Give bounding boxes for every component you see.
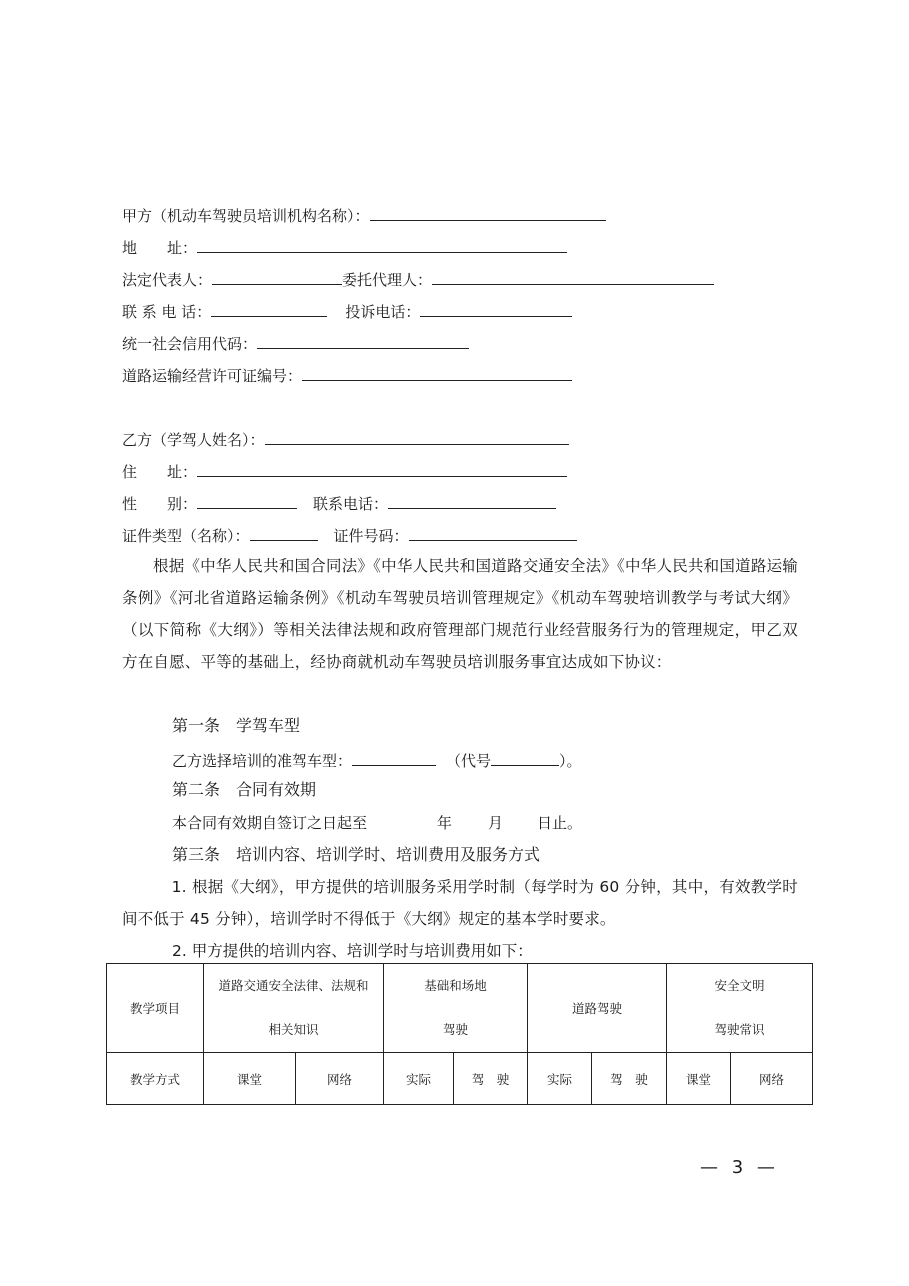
license-label: 道路运输经营许可证编号： bbox=[122, 367, 303, 385]
complaint-phone-blank[interactable] bbox=[420, 300, 572, 317]
article-1-title: 第一条 学驾车型 bbox=[172, 716, 301, 735]
col-road: 道路驾驶 bbox=[528, 964, 667, 1053]
article-3-title: 第三条 培训内容、培训学时、培训费用及服务方式 bbox=[172, 845, 541, 864]
article-2-day: 日止。 bbox=[537, 814, 583, 832]
party-b-address-label: 住 址： bbox=[122, 463, 198, 481]
party-b-address-blank[interactable] bbox=[197, 460, 567, 477]
party-a-phone-label: 联 系 电 话： bbox=[122, 303, 212, 321]
mode-cell: 驾 驶 bbox=[592, 1053, 667, 1105]
id-type-label: 证件类型（名称）： bbox=[122, 527, 250, 545]
party-b-phone-label: 联系电话： bbox=[313, 495, 389, 513]
party-b-address-row bbox=[122, 460, 567, 482]
party-a-name-blank[interactable] bbox=[370, 204, 606, 221]
article-1-close: ）。 bbox=[559, 752, 582, 770]
teaching-mode-header: 教学方式 bbox=[107, 1053, 204, 1105]
id-number-label: 证件号码： bbox=[333, 527, 409, 545]
legal-rep-label: 法定代表人： bbox=[122, 271, 213, 289]
mode-cell: 网络 bbox=[296, 1053, 384, 1105]
article-1-row bbox=[172, 749, 582, 771]
table-row bbox=[107, 964, 813, 1053]
article-2-year: 年 bbox=[437, 814, 453, 832]
article-1-text: 乙方选择培训的准驾车型： bbox=[172, 752, 353, 770]
col-law: 道路交通安全法律、法规和 相关知识 bbox=[204, 964, 384, 1053]
party-a-rep-row bbox=[122, 268, 714, 290]
party-a-address-row bbox=[122, 236, 567, 258]
page-number: — 3 — bbox=[700, 1157, 779, 1178]
mode-cell: 网络 bbox=[731, 1053, 813, 1105]
agent-blank[interactable] bbox=[432, 268, 714, 285]
preamble-paragraph: 根据《中华人民共和国合同法》《中华人民共和国道路交通安全法》《中华人民共和国道路运输条例》《河北省道路运输条例》《机动车驾驶员培训管理规定》《机动车驾驶培训教学与考试大纲》（以下简称《大纲》）等相关法律法规和政府管理部门规范行业经营服务行为的管理规定，甲乙双方在自愿、平等的基础上，经协商就机动车驾驶员培训服务事宜达成如下协议： bbox=[122, 557, 798, 671]
party-b-phone-blank[interactable] bbox=[388, 492, 556, 509]
party-a-phone-row bbox=[122, 300, 572, 322]
party-a-address-label: 地 址： bbox=[122, 239, 198, 257]
vehicle-type-blank[interactable] bbox=[352, 749, 436, 766]
article-2-title: 第二条 合同有效期 bbox=[172, 780, 317, 799]
mode-cell: 课堂 bbox=[204, 1053, 296, 1105]
col-safety: 安全文明 驾驶常识 bbox=[667, 964, 813, 1053]
table-row bbox=[107, 1053, 813, 1105]
party-a-address-blank[interactable] bbox=[197, 236, 567, 253]
article-3-item-1: 1. 根据《大纲》，甲方提供的培训服务采用学时制（每学时为 60 分钟，其中，有效教学时间不低于 45 分钟），培训学时不得低于《大纲》规定的基本学时要求。 bbox=[122, 878, 798, 928]
mode-cell: 课堂 bbox=[667, 1053, 731, 1105]
mode-cell: 实际 bbox=[528, 1053, 592, 1105]
party-a-name-label: 甲方（机动车驾驶员培训机构名称）： bbox=[122, 207, 370, 225]
license-blank[interactable] bbox=[302, 364, 572, 381]
complaint-phone-label: 投诉电话： bbox=[345, 303, 421, 321]
id-type-blank[interactable] bbox=[250, 524, 318, 541]
article-3-item-2: 2. 甲方提供的培训内容、培训学时与培训费用如下： bbox=[172, 942, 533, 960]
party-b-name-label: 乙方（学驾人姓名）： bbox=[122, 431, 265, 449]
party-b-name-blank[interactable] bbox=[265, 428, 569, 445]
gender-blank[interactable] bbox=[197, 492, 297, 509]
vehicle-code-blank[interactable] bbox=[491, 749, 559, 766]
article-2-text: 本合同有效期自签订之日起至 bbox=[172, 814, 368, 832]
party-b-name-row bbox=[122, 428, 569, 450]
training-table bbox=[106, 963, 813, 1105]
id-number-blank[interactable] bbox=[409, 524, 577, 541]
agent-label: 委托代理人： bbox=[342, 271, 433, 289]
party-a-name-row bbox=[122, 204, 606, 226]
credit-code-blank[interactable] bbox=[257, 332, 469, 349]
license-row bbox=[122, 364, 572, 386]
credit-code-row bbox=[122, 332, 469, 354]
mode-cell: 实际 bbox=[384, 1053, 454, 1105]
article-1-code-label: （代号 bbox=[446, 752, 492, 770]
gender-label: 性 别： bbox=[122, 495, 198, 513]
party-b-id-row bbox=[122, 524, 577, 546]
legal-rep-blank[interactable] bbox=[212, 268, 342, 285]
col-field: 基础和场地 驾驶 bbox=[384, 964, 528, 1053]
party-b-gender-row bbox=[122, 492, 556, 514]
mode-cell: 驾 驶 bbox=[454, 1053, 528, 1105]
article-2-row bbox=[172, 813, 582, 833]
article-2-month: 月 bbox=[488, 814, 504, 832]
credit-code-label: 统一社会信用代码： bbox=[122, 335, 258, 353]
party-a-phone-blank[interactable] bbox=[211, 300, 327, 317]
teaching-item-header: 教学项目 bbox=[107, 964, 204, 1053]
